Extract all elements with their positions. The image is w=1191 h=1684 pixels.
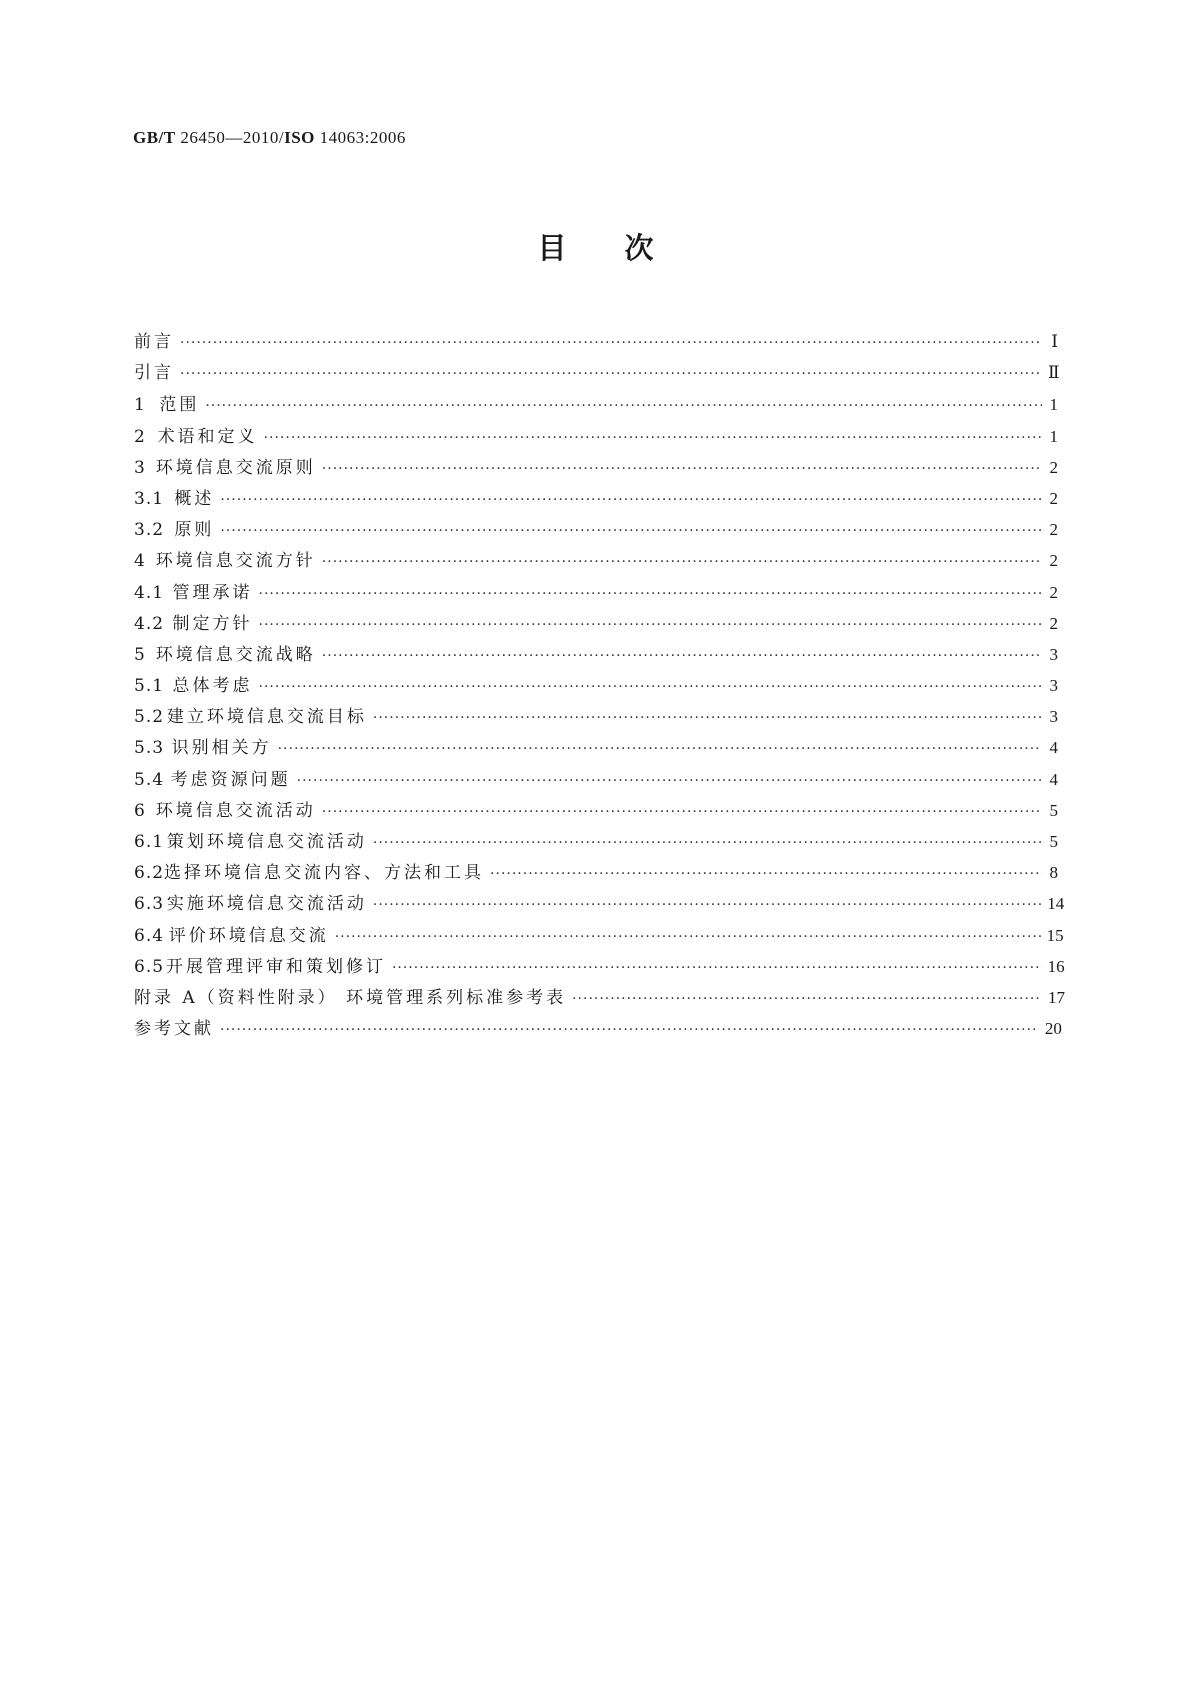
toc-entry[interactable] — [134, 514, 1058, 545]
toc-entry[interactable] — [134, 920, 1064, 951]
toc-entry-number: 3 — [134, 457, 146, 478]
toc-entry-label: 术语和定义 — [157, 426, 258, 447]
toc-entry[interactable] — [134, 826, 1058, 857]
toc-entry[interactable] — [134, 327, 1058, 358]
toc-entry[interactable] — [134, 951, 1065, 982]
toc-entry-label: 管理承诺 — [172, 582, 253, 603]
toc-entry[interactable] — [134, 358, 1058, 389]
toc-entry[interactable] — [134, 639, 1058, 670]
toc-entry-label: 范围 — [159, 395, 200, 416]
toc-entry-number: 5.4 — [134, 769, 165, 790]
toc-entry-number: 1 — [134, 395, 146, 416]
toc-entry-number: 4 — [134, 551, 146, 572]
toc-entry-label: 开展管理评审和策划修订 — [165, 956, 386, 977]
toc-entry-label: 环境信息交流原则 — [155, 457, 316, 478]
toc-entry-number: 6.3 — [134, 894, 165, 915]
dot-leader — [220, 1015, 1039, 1046]
toc-entry[interactable] — [134, 1013, 1062, 1044]
toc-entry[interactable] — [134, 670, 1058, 701]
standard-number: 26450—2010/ — [175, 128, 285, 147]
table-of-contents — [134, 327, 1065, 1044]
toc-entry-page: 5 — [1049, 800, 1058, 820]
toc-entry-page: 2 — [1049, 488, 1058, 508]
toc-entry-page: 4 — [1049, 769, 1058, 789]
toc-entry[interactable] — [134, 452, 1058, 483]
toc-entry[interactable] — [134, 795, 1058, 826]
toc-entry-label: 建立环境信息交流目标 — [166, 707, 367, 728]
toc-entry-number: 4.2 — [134, 613, 165, 634]
toc-entry[interactable] — [134, 389, 1058, 420]
toc-entry-page: 5 — [1049, 832, 1058, 851]
toc-entry-page: Ⅰ — [1051, 332, 1058, 352]
toc-entry-number: 5.2 — [134, 707, 165, 728]
dot-leader — [322, 641, 1042, 672]
toc-entry-label: 策划环境信息交流活动 — [166, 832, 367, 852]
toc-entry-page: 1 — [1049, 426, 1058, 446]
dot-leader — [322, 797, 1042, 828]
toc-entry-number: 3.1 — [134, 488, 165, 509]
toc-entry[interactable] — [134, 888, 1065, 919]
toc-entry-label: 引言 — [134, 363, 174, 384]
toc-entry[interactable] — [134, 421, 1058, 452]
toc-entry-number: 2 — [134, 426, 146, 447]
toc-entry-number: 6.5 — [134, 956, 165, 977]
toc-entry-label: 概述 — [174, 488, 215, 509]
toc-entry-label: 原则 — [174, 520, 215, 541]
toc-entry-page: 2 — [1049, 551, 1058, 571]
dot-leader — [373, 703, 1042, 734]
toc-entry-page: 3 — [1049, 707, 1058, 727]
toc-entry[interactable] — [134, 608, 1058, 639]
toc-entry[interactable] — [134, 483, 1058, 514]
toc-entry-label: 选择环境信息交流内容、方法和工具 — [164, 863, 485, 884]
toc-entry-page: 8 — [1049, 863, 1058, 883]
toc-entry-label: 总体考虑 — [172, 676, 253, 697]
toc-entry-page: 15 — [1046, 925, 1064, 945]
toc-entry-page: 3 — [1049, 676, 1058, 696]
toc-entry-number: 5.1 — [134, 676, 165, 697]
toc-entry[interactable] — [134, 577, 1058, 608]
toc-entry-number: 6.2 — [134, 863, 165, 884]
toc-entry[interactable] — [134, 701, 1058, 732]
toc-entry-number: 5 — [134, 644, 146, 665]
dot-leader — [259, 579, 1042, 610]
dot-leader — [220, 516, 1042, 547]
toc-entry-number: 3.2 — [134, 520, 165, 541]
dot-leader — [180, 328, 1042, 359]
toc-entry-number: 5.3 — [134, 738, 165, 759]
toc-entry-label: 评价环境信息交流 — [168, 925, 329, 946]
toc-entry-label: 附录 A（资料性附录） 环境管理系列标准参考表 — [134, 987, 567, 1008]
toc-entry-number: 6.4 — [134, 925, 165, 946]
toc-entry-page: 2 — [1049, 613, 1058, 633]
iso-code: ISO — [284, 128, 315, 147]
toc-entry-label: 考虑资源问题 — [170, 769, 291, 790]
dot-leader — [322, 547, 1042, 578]
dot-leader — [220, 485, 1042, 516]
toc-entry-page: 2 — [1049, 520, 1058, 540]
dot-leader — [373, 890, 1041, 921]
iso-number: 14063:2006 — [314, 128, 406, 147]
dot-leader — [180, 359, 1042, 390]
toc-entry-page: 2 — [1049, 457, 1058, 477]
dot-leader — [335, 922, 1041, 953]
toc-entry-page: 1 — [1049, 395, 1058, 415]
toc-entry-label: 实施环境信息交流活动 — [166, 894, 367, 915]
dot-leader — [278, 734, 1042, 765]
dot-leader — [490, 859, 1042, 890]
toc-entry-page: 16 — [1047, 956, 1065, 976]
toc-entry-label: 环境信息交流战略 — [155, 644, 316, 665]
dot-leader — [205, 391, 1042, 422]
toc-entry-label: 环境信息交流方针 — [155, 551, 316, 572]
toc-entry-label: 制定方针 — [172, 613, 253, 634]
dot-leader — [373, 828, 1042, 859]
dot-leader — [259, 672, 1042, 703]
dot-leader — [572, 984, 1042, 1015]
toc-entry-label: 参考文献 — [134, 1019, 214, 1040]
dot-leader — [322, 454, 1042, 485]
toc-entry-number: 4.1 — [134, 582, 165, 603]
toc-entry[interactable] — [134, 764, 1058, 795]
toc-entry-number: 6.1 — [134, 832, 165, 852]
toc-entry-page: 14 — [1047, 894, 1065, 914]
toc-entry-label: 识别相关方 — [171, 738, 272, 759]
toc-entry[interactable] — [134, 545, 1058, 576]
standard-code: GB/T — [133, 128, 176, 147]
toc-entry-page: 2 — [1049, 582, 1058, 602]
toc-entry-page: 17 — [1048, 987, 1065, 1007]
dot-leader — [392, 953, 1042, 984]
toc-entry-page: 20 — [1044, 1019, 1062, 1039]
dot-leader — [259, 610, 1042, 641]
toc-entry[interactable] — [134, 982, 1065, 1013]
dot-leader — [264, 423, 1042, 454]
toc-entry[interactable] — [134, 732, 1058, 763]
toc-entry-page: 3 — [1049, 644, 1058, 664]
page-title: 目次 — [537, 231, 712, 265]
dot-leader — [297, 766, 1042, 797]
toc-entry-label: 前言 — [134, 332, 174, 352]
toc-entry[interactable] — [134, 857, 1058, 888]
toc-entry-number: 6 — [134, 800, 146, 821]
document-header — [133, 128, 406, 148]
toc-entry-page: 4 — [1049, 738, 1058, 758]
toc-entry-page: Ⅱ — [1048, 363, 1060, 384]
toc-entry-label: 环境信息交流活动 — [155, 800, 316, 821]
